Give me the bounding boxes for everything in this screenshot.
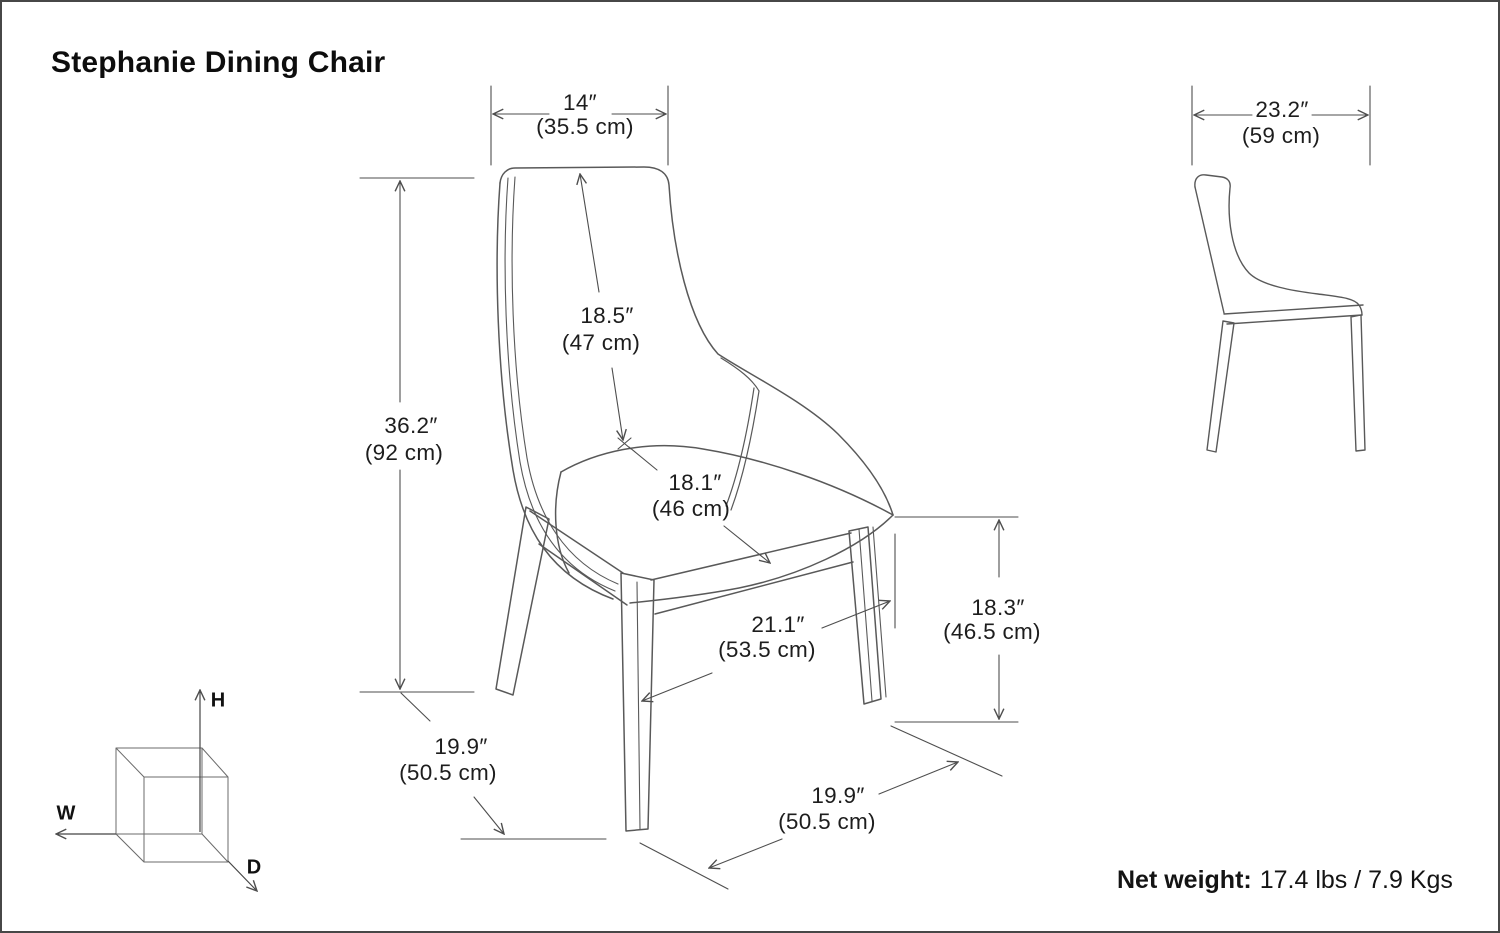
dim-back-height-cm: (47 cm)	[561, 329, 641, 355]
chair-side-view	[1195, 175, 1365, 452]
net-weight	[1117, 866, 1453, 895]
backrest-piping-outer	[505, 178, 615, 591]
dim-back-height-in: 18.5″	[580, 302, 634, 328]
dim-back-width-cm: (35.5 cm)	[536, 113, 634, 139]
dim-side-depth-cm: (59 cm)	[1241, 122, 1321, 148]
dim-seat-depth-in: 18.1″	[668, 469, 722, 495]
front-left-leg-edge	[637, 582, 640, 829]
dim-seat-height-in: 18.3″	[971, 594, 1025, 620]
dim-seat-width-in: 21.1″	[751, 611, 805, 637]
front-rail-bottom	[655, 562, 853, 614]
side-seat-band-bottom	[1227, 315, 1362, 324]
arm-piping-a	[731, 391, 759, 510]
front-rail-top	[651, 533, 851, 580]
width-axis-label: W	[56, 802, 76, 825]
page-title: Stephanie Dining Chair	[51, 46, 386, 79]
backrest-piping-inner	[512, 177, 618, 584]
backrest-left-edge	[497, 183, 613, 599]
net-weight-value: 17.4 lbs / 7.9 Kgs	[1259, 866, 1453, 894]
cube-edges	[116, 748, 228, 862]
dimension-lines	[360, 86, 1370, 889]
seat-left-edge	[556, 472, 569, 573]
net-weight-label: Net weight:	[1117, 866, 1252, 894]
orientation-cube	[56, 690, 257, 891]
arm-piping-b	[726, 388, 754, 506]
dim-seat-width-cm: (53.5 cm)	[718, 636, 816, 662]
dim-overall-width-cm: (50.5 cm)	[399, 759, 497, 785]
side-back-leg	[1207, 321, 1234, 452]
dim-overall-height-in: 36.2″	[384, 412, 438, 438]
depth-axis-label: D	[246, 856, 262, 879]
back-left-leg	[496, 507, 549, 695]
dim-overall-height-cm: (92 cm)	[364, 439, 444, 465]
dim-side-depth-in: 23.2″	[1255, 96, 1309, 122]
side-back-edge	[1195, 187, 1224, 313]
side-seat-band-top	[1224, 305, 1363, 314]
backrest-top-right-edge	[500, 167, 893, 515]
height-axis-label: H	[210, 689, 226, 712]
cube-front-face	[144, 777, 228, 862]
dim-seat-height-cm: (46.5 cm)	[943, 618, 1041, 644]
dim-overall-width-in: 19.9″	[434, 733, 488, 759]
left-rail-bottom	[539, 544, 627, 605]
dim-seat-depth-cm: (46 cm)	[651, 495, 731, 521]
dim-overall-depth-in: 19.9″	[811, 782, 865, 808]
dim-overall-depth-cm: (50.5 cm)	[778, 808, 876, 834]
side-front-leg	[1351, 315, 1365, 451]
dim-back-width-in: 14″	[563, 89, 597, 115]
